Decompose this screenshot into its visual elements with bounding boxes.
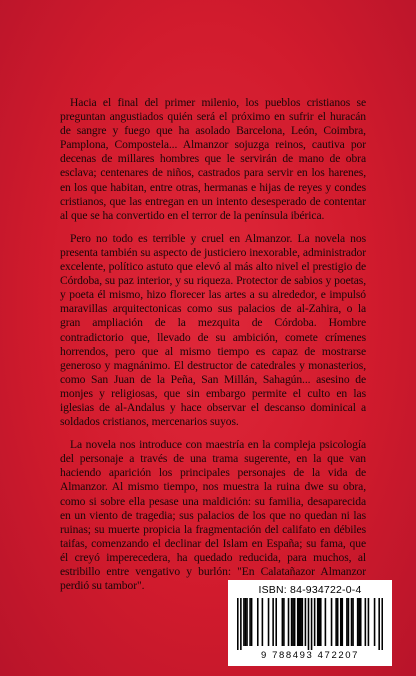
barcode-bar <box>257 598 259 646</box>
barcode-bar <box>342 598 344 646</box>
barcode-bar <box>357 598 359 646</box>
barcode-bar <box>282 598 284 646</box>
barcode-bar <box>302 598 304 646</box>
blurb-paragraph-3: La novela nos introduce con maestría en la compleja psicología del personaje a través de una trama sugerente, en la que van haciendo aparición los principales personajes de la vida de Almanzor. Al mismo tiempo, nos muestra la ruina dwe su obra, como si sobre ella pesase una maldición: su familia, desaparecida en un viento de tragedia; sus palacios de los que no quedan ni las ruinas; su muerte propicia la fragmentación del califato en débiles taifas, comenzando el declinar del Islam en España; su fama, que él creyó imperecedera, ha quedado reducida, para muchos, al estribillo entre vengativo y burlón: "En Calatañazor Almanzor perdió su tambor". <box>60 438 366 593</box>
barcode-digits: 9 788493 472207 <box>261 650 359 661</box>
blurb-text <box>60 96 366 602</box>
barcode-bar <box>240 598 242 650</box>
barcode-bar <box>368 598 370 646</box>
barcode-bar <box>305 598 307 646</box>
barcode-bar <box>262 598 264 646</box>
barcode-bar <box>243 598 245 646</box>
barcode-bar <box>325 598 327 646</box>
barcode-bar <box>249 598 251 646</box>
barcode-bar <box>351 598 353 646</box>
barcode-bar <box>340 598 342 646</box>
isbn-label: ISBN: 84-934722-0-4 <box>258 584 362 596</box>
barcode-bar <box>246 598 248 646</box>
barcode-bar <box>318 598 320 646</box>
barcode-bar <box>294 598 296 646</box>
barcode-bar <box>311 598 313 650</box>
barcode-bar <box>292 598 294 646</box>
barcode-bar <box>251 598 253 646</box>
blurb-paragraph-1: Hacia el final del primer milenio, los pueblos cristianos se preguntan angustiados quién será el próximo en sufrir el huracán de sangre y fuego que ha asolado Barcelona, León, Coimbra, Pamplona, Compostela... Almanzor sojuzga reinos, cautiva por decenas de millares hombres que le servirán de mano de obra esclava; centenares de niños, castrados para servir en los harenes, en los que habitan, entre otras, hermanas e hijas de reyes y condes cristianos, que las entregan en un intento desesperado de contentar al que se ha convertido en el terror de la península ibérica. <box>60 96 366 222</box>
barcode-bar <box>346 598 348 646</box>
barcode-bar <box>283 598 285 646</box>
barcode-bar <box>358 598 360 646</box>
barcode-bar <box>365 598 367 646</box>
barcode-bar <box>300 598 302 646</box>
barcode-bar <box>297 598 299 646</box>
barcode-bars <box>237 598 383 650</box>
barcode-bar <box>291 598 293 646</box>
barcode-bar <box>308 598 310 650</box>
barcode-bar <box>331 598 333 646</box>
barcode-bar <box>317 598 319 646</box>
blurb-paragraph-2: Pero no todo es terrible y cruel en Almanzor. La novela nos presenta también su aspecto de justiciero inexorable, administrador excelente, político astuto que elevó al más alto nivel el prestigio de Córdoba, su paz interior, y su riqueza. Protector de sabios y poetas, y poeta él mismo, hizo florecer las artes a su alrededor, e impulsó maravillas arquitectonicas como sus palacios de al-Zahira, o la gran ampliación de la mezquita de Córdoba. Hombre contradictorio que, llevado de su ambición, comete crímenes horrendos, pero que al mismo tiempo es capaz de mostrarse generoso y magnánimo. El destructor de catedrales y monasterios, como San Juan de la Peña, San Millán, Sahagún... asesino de monjes y religiosas, que sin embargo permite el culto en las iglesias de al-Andalus y hace observar el descanso dominical a soldados cristianos, mercenarios suyos. <box>60 231 366 429</box>
barcode-bar <box>335 598 337 646</box>
barcode-panel <box>228 580 392 666</box>
barcode-bar <box>268 598 270 646</box>
barcode-bar <box>314 598 316 646</box>
barcode-bar <box>272 598 274 646</box>
barcode-bar <box>237 598 239 650</box>
barcode-bar <box>275 598 277 646</box>
barcode-bar <box>374 598 376 646</box>
barcode-bar <box>348 598 350 646</box>
barcode-bar <box>298 598 300 646</box>
barcode-bar <box>337 598 339 646</box>
barcode-bar <box>378 598 380 650</box>
barcode-bar <box>245 598 247 646</box>
barcode-bar <box>288 598 290 646</box>
barcode-bar <box>381 598 383 650</box>
barcode-bar <box>320 598 322 646</box>
barcode-bar <box>352 598 354 646</box>
barcode-bar <box>360 598 362 646</box>
